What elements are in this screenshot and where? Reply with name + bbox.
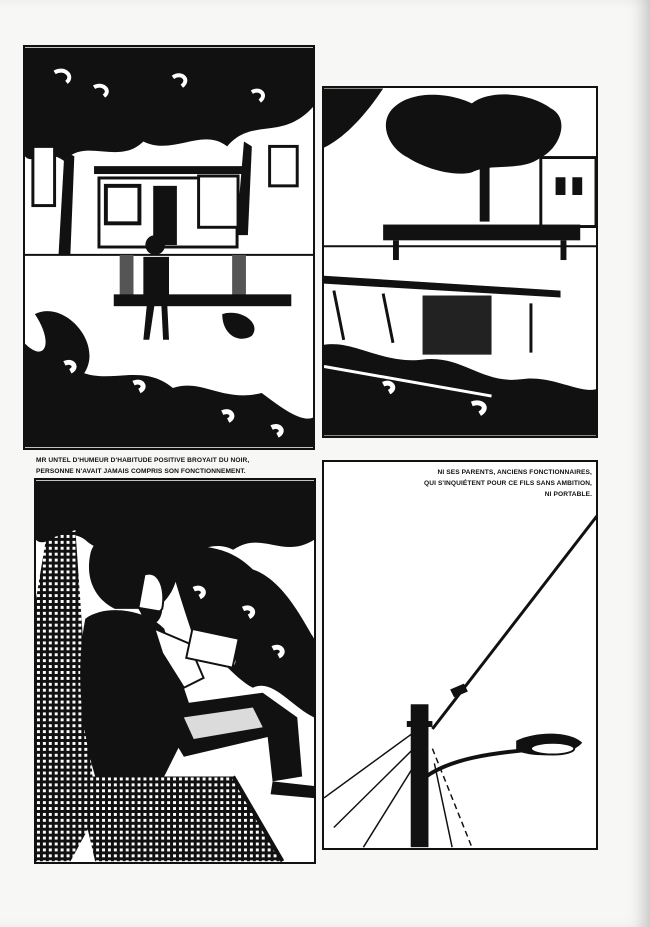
caption-1-line-2: PERSONNE N'AVAIT JAMAIS COMPRIS SON FONCTIONNEMENT. xyxy=(36,468,246,475)
panel-park-pavilion xyxy=(23,45,315,450)
panel-street-lamp xyxy=(322,460,598,850)
caption-2-line-3: NI PORTABLE. xyxy=(544,491,592,498)
caption-1-line-1: MR UNTEL D'HUMEUR D'HABITUDE POSITIVE BROYAIT DU NOIR, xyxy=(36,457,250,464)
street-lamp-illustration xyxy=(324,462,596,848)
panel-bench-from-behind xyxy=(322,86,598,438)
bench-from-behind-illustration xyxy=(324,88,596,436)
caption-2-line-1: NI SES PARENTS, ANCIENS FONCTIONNAIRES, xyxy=(437,469,592,476)
caption-1 xyxy=(36,455,249,477)
park-pavilion-illustration xyxy=(25,47,313,448)
caption-2-line-2: QUI S'INQUIÉTENT POUR CE FILS SANS AMBITION, xyxy=(423,480,592,487)
man-on-bench-illustration xyxy=(36,480,314,862)
panel-man-on-bench-closeup xyxy=(34,478,316,864)
caption-2 xyxy=(360,467,592,500)
